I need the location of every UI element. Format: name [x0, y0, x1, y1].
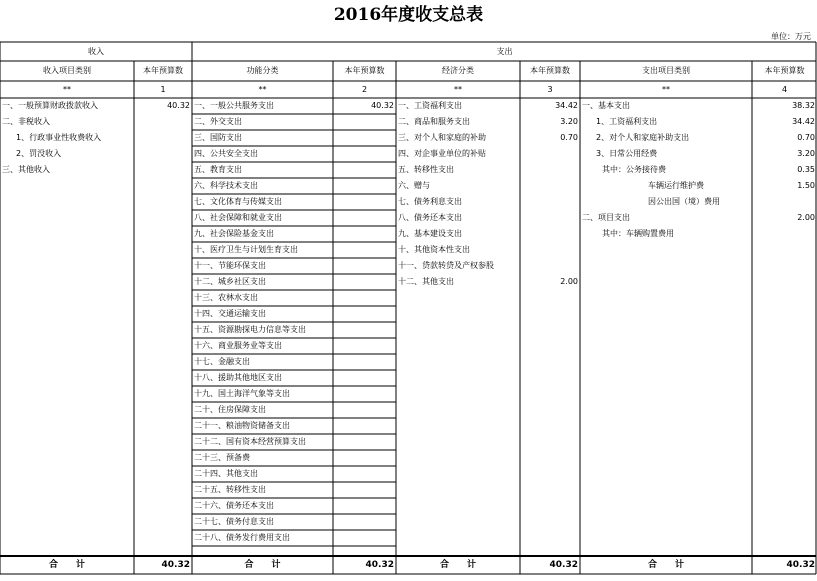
- function-row-label: 十一、节能环保支出: [194, 261, 266, 270]
- expense-row-label: 一、基本支出: [582, 101, 630, 110]
- economic-row-value: 0.70: [560, 133, 578, 142]
- expense-row-label: 因公出国（境）费用: [648, 197, 720, 206]
- economic-row-label: 十一、贷款转贷及产权参股: [398, 261, 494, 270]
- function-row-label: 二十七、债务付息支出: [194, 517, 274, 526]
- expense-row-value: 2.00: [797, 213, 815, 222]
- income-row-value: [134, 162, 192, 178]
- income-row-value: [134, 130, 192, 146]
- function-row-value: [333, 114, 396, 130]
- economic-row-value: [520, 258, 580, 274]
- income-row-label: 2、罚没收入: [16, 149, 62, 158]
- expense-row-value: 38.32: [792, 101, 815, 110]
- expense-row-value: 0.35: [797, 165, 815, 174]
- economic-row-value: [520, 146, 580, 162]
- function-row-value: [333, 498, 396, 514]
- expense-row-value: [752, 226, 817, 242]
- function-row-value: [333, 338, 396, 354]
- unit-label: 单位：万元: [771, 32, 811, 41]
- economic-row-label: 七、债务利息支出: [398, 197, 462, 206]
- function-row-label: 六、科学技术支出: [194, 181, 258, 190]
- economic-row-value: 2.00: [560, 277, 578, 286]
- function-row-value: [333, 450, 396, 466]
- function-row-label: 一、一般公共服务支出: [194, 101, 274, 110]
- function-row-label: 十三、农林水支出: [194, 293, 258, 302]
- function-row-value: [333, 242, 396, 258]
- function-row-label: 十九、国土海洋气象等支出: [194, 389, 290, 398]
- function-row-label: 十五、资源勘探电力信息等支出: [194, 325, 306, 334]
- index-cell: **: [258, 85, 267, 94]
- header-economic-class: 经济分类: [442, 66, 474, 75]
- function-row-value: [333, 130, 396, 146]
- function-row-value: [333, 354, 396, 370]
- expense-row-label: 其中：公务接待费: [602, 165, 666, 174]
- total-economic: 40.32: [549, 560, 578, 570]
- header-budget-1: 本年预算数: [143, 66, 183, 75]
- header-expense-group: 支出: [496, 47, 513, 56]
- function-row-label: 十六、商业服务业等支出: [194, 341, 282, 350]
- expense-row-label: 3、日常公用经费: [596, 149, 658, 158]
- total-label-income: 合 计: [48, 560, 85, 570]
- function-row-value: [333, 434, 396, 450]
- economic-row-label: 八、债务还本支出: [398, 213, 462, 222]
- header-budget-3: 本年预算数: [530, 66, 570, 75]
- header-budget-4: 本年预算数: [764, 66, 805, 75]
- function-row-value: [333, 530, 396, 546]
- index-cell: 3: [547, 85, 553, 94]
- expense-row-value: 0.70: [797, 133, 815, 142]
- expense-row-label: 其中：车辆购置费用: [602, 229, 674, 238]
- sheet-title: 2016年度收支总表: [333, 5, 484, 25]
- economic-row-value: 34.42: [555, 101, 578, 110]
- function-row-label: 十二、城乡社区支出: [194, 277, 266, 286]
- function-row-value: [333, 274, 396, 290]
- function-row-value: [333, 162, 396, 178]
- income-row-label: 1、行政事业性收费收入: [16, 133, 102, 142]
- function-row-label: 十七、金融支出: [194, 357, 250, 366]
- total-label-expense: 合 计: [647, 560, 684, 570]
- function-row-value: [333, 258, 396, 274]
- expense-row-value: 3.20: [797, 149, 815, 158]
- index-cell: 2: [361, 85, 368, 94]
- income-row-value: [134, 146, 192, 162]
- economic-row-label: 十、其他资本性支出: [398, 245, 470, 254]
- function-row-value: [333, 226, 396, 242]
- economic-row-label: 九、基本建设支出: [398, 229, 462, 238]
- function-row-value: [333, 482, 396, 498]
- function-row-label: 八、社会保障和就业支出: [194, 213, 282, 222]
- function-row-value: [333, 210, 396, 226]
- function-row-label: 五、教育支出: [194, 165, 242, 174]
- economic-row-label: 四、对企事业单位的补贴: [398, 149, 486, 158]
- function-row-value: [333, 178, 396, 194]
- income-row-value: 40.32: [167, 101, 190, 110]
- economic-row-label: 五、转移性支出: [398, 165, 454, 174]
- economic-row-label: 十二、其他支出: [398, 277, 454, 286]
- expense-row-value: [752, 194, 817, 210]
- function-row-value: [333, 290, 396, 306]
- function-row-value: [333, 386, 396, 402]
- total-label-economic: 合 计: [439, 560, 476, 570]
- function-row-label: 十八、援助其他地区支出: [194, 373, 282, 382]
- function-row-label: 十四、交通运输支出: [194, 309, 266, 318]
- economic-row-value: [520, 194, 580, 210]
- expense-row-label: 2、对个人和家庭补助支出: [596, 133, 690, 142]
- header-income-group: 收入: [88, 47, 104, 56]
- function-row-label: 二十四、其他支出: [194, 469, 258, 478]
- function-row-value: [333, 146, 396, 162]
- economic-row-value: [520, 226, 580, 242]
- function-row-value: [333, 466, 396, 482]
- function-row-label: 二、外交支出: [194, 117, 242, 126]
- economic-row-value: [520, 210, 580, 226]
- economic-row-value: [520, 162, 580, 178]
- function-row-label: 二十一、粮油物资储备支出: [194, 421, 290, 430]
- function-row-label: 二十三、预备费: [194, 453, 250, 462]
- index-cell: 4: [781, 85, 788, 94]
- function-row-value: [333, 402, 396, 418]
- economic-row-label: 二、商品和服务支出: [398, 117, 470, 126]
- total-label-function: 合 计: [244, 560, 281, 570]
- function-row-label: 二十八、债务发行费用支出: [194, 533, 290, 542]
- function-row-value: [333, 514, 396, 530]
- function-row-label: 二十五、转移性支出: [194, 485, 266, 494]
- function-row-label: 七、文化体育与传媒支出: [194, 197, 282, 206]
- expense-row-label: 二、项目支出: [582, 213, 630, 222]
- income-row-label: 三、其他收入: [2, 165, 50, 174]
- economic-row-label: 一、工资福利支出: [398, 101, 462, 110]
- income-row-value: [134, 114, 192, 130]
- total-expense: 40.32: [786, 560, 815, 570]
- economic-row-value: [520, 178, 580, 194]
- function-row-value: [333, 306, 396, 322]
- total-function: 40.32: [365, 560, 394, 570]
- economic-row-label: 六、赠与: [398, 181, 430, 190]
- income-row-label: 一、一般预算财政拨款收入: [2, 101, 98, 110]
- header-income-item: 收入项目类别: [43, 66, 91, 75]
- index-cell: 1: [160, 85, 166, 94]
- index-cell: **: [662, 85, 670, 94]
- expense-row-value: 1.50: [797, 181, 815, 190]
- expense-row-value: 34.42: [792, 117, 815, 126]
- header-expense-item: 支出项目类别: [642, 66, 690, 75]
- total-income: 40.32: [161, 560, 190, 570]
- function-row-label: 三、国防支出: [194, 133, 242, 142]
- function-row-value: [333, 322, 396, 338]
- economic-row-value: [520, 242, 580, 258]
- function-row-value: [333, 370, 396, 386]
- expense-row-label: 1、工资福利支出: [596, 117, 658, 126]
- function-row-value: [333, 194, 396, 210]
- expense-row-label: 车辆运行维护费: [648, 181, 704, 190]
- function-row-value: 40.32: [371, 101, 394, 110]
- index-cell: **: [454, 85, 462, 94]
- function-row-label: 二十、住房保障支出: [194, 405, 266, 414]
- header-function-class: 功能分类: [246, 66, 279, 75]
- economic-row-value: 3.20: [560, 117, 578, 126]
- function-row-label: 十、医疗卫生与计划生育支出: [194, 245, 298, 254]
- function-row-label: 九、社会保险基金支出: [194, 229, 274, 238]
- function-row-label: 二十二、国有资本经营预算支出: [194, 437, 306, 446]
- function-row-label: 四、公共安全支出: [194, 149, 258, 158]
- function-row-label: 二十六、债务还本支出: [194, 501, 274, 510]
- income-row-label: 二、非税收入: [2, 117, 50, 126]
- header-budget-2: 本年预算数: [344, 66, 385, 75]
- function-row-value: [333, 418, 396, 434]
- index-cell: **: [63, 85, 71, 94]
- economic-row-label: 三、对个人和家庭的补助: [398, 133, 486, 142]
